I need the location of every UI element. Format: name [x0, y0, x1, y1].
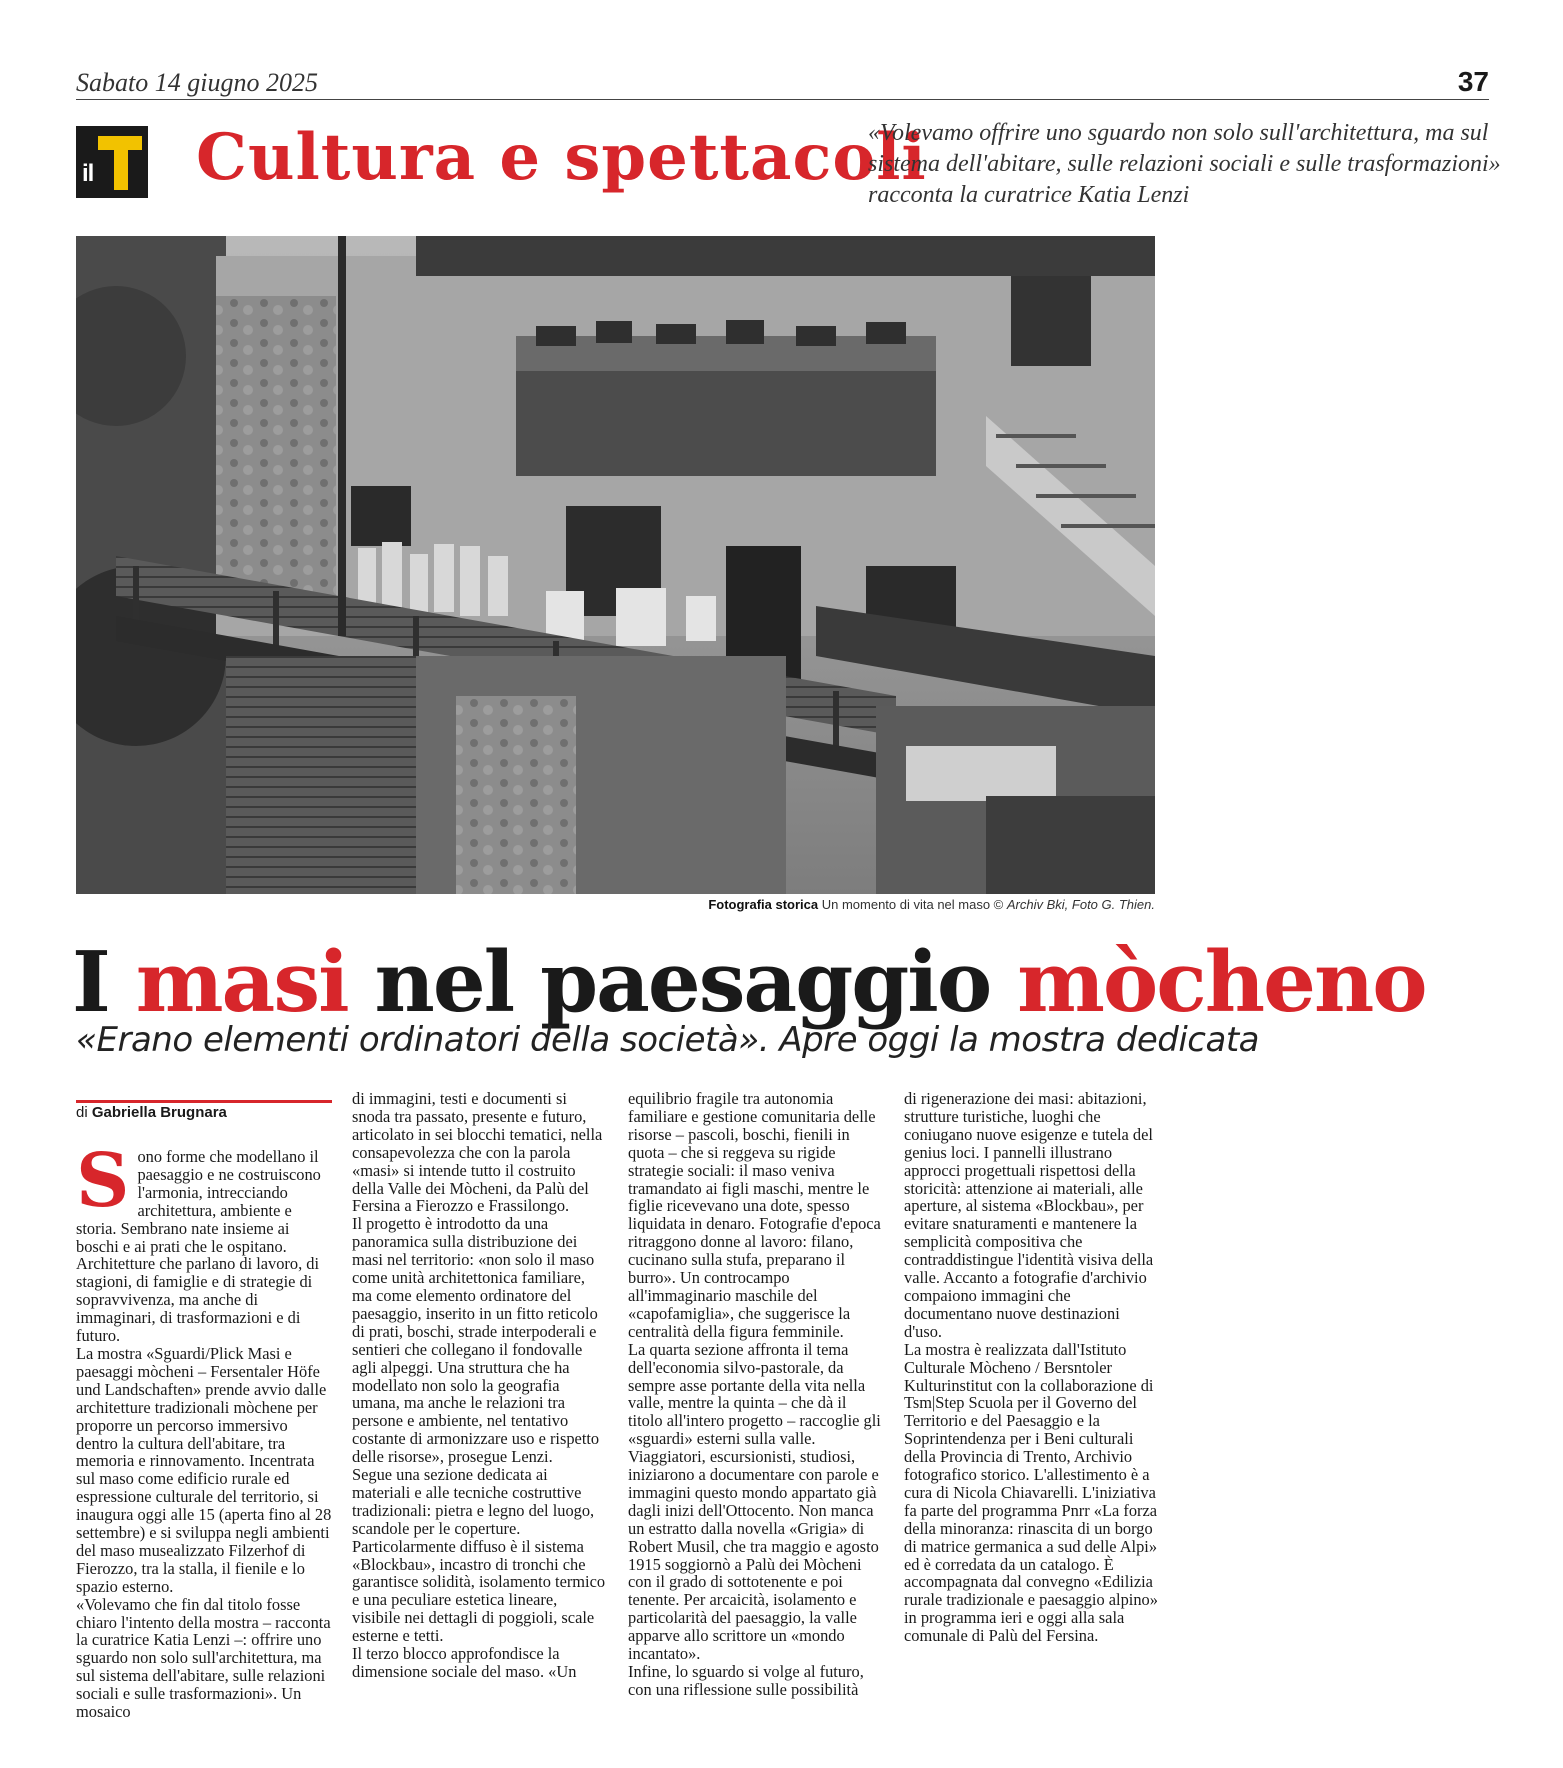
drop-cap: S — [76, 1138, 130, 1224]
page-number: 37 — [1457, 66, 1489, 97]
byline — [76, 1104, 227, 1121]
paragraph: Segue una sezione dedicata ai materiali e alle tecniche costruttive tradizionali: pietra e legno del luogo, scandole per le coperture. Particolarmente diffuso è il sistema «Blockbau», incastro di tronchi che garantisce solidità, isolamento termico e una peculiare estetica lineare, visibile nei dettagli di poggioli, scale esterne e tetti. — [352, 1465, 606, 1646]
headline-part-2: masi — [135, 933, 348, 1031]
paragraph: Infine, lo sguardo si volge al futuro, con una riflessione sulle possibilità — [628, 1662, 864, 1699]
byline-author: Gabriella Brugnara — [91, 1104, 227, 1121]
paragraph: di immagini, testi e documenti si snoda tra passato, presente e futuro, articolato in sei blocchi tematici, nella consapevolezza che con la parola «masi» si intende tutto il costruito della Valle dei Mòcheni, da Palù del Fersina a Fierozzo e Frassilongo. — [352, 1089, 603, 1216]
newspaper-logo: il — [76, 126, 148, 198]
article-column-1 — [76, 1138, 332, 1722]
historic-photo — [76, 236, 1155, 894]
article-column-2 — [352, 1090, 608, 1681]
paragraph: La mostra è realizzata dall'Istituto Culturale Mòcheno / Bersntoler Kulturinstitut con la collaborazione di Tsm|Step Scuola per il Governo del Territorio e del Paesaggio e la Soprintendenza per i Beni culturali della Provincia di Trento, Archivio fotografico storico. L'allestimento è a cura di Nicola Chiavarelli. L'iniziativa fa parte del programma Pnrr «La forza della minoranza: rinascita di un borgo di matrice germanica a sud delle Alpi» ed è corredata da un catalogo. È accompagnata dal convegno «Edilizia rurale tradizionale e paesaggio alpino» in programma ieri e oggi alla sala comunale di Palù del Fersina. — [904, 1339, 1158, 1646]
paragraph: Il progetto è introdotto da una panoramica sulla distribuzione dei masi nel territorio: «non solo il maso come unità architettonica familiare, ma come elemento ordinatore del paesaggio, inserito in un fitto reticolo di prati, boschi, strade interpoderali e sentieri che collegano il fondovalle agli alpeggi. Una struttura che ha modellato non solo la geografia umana, ma anche le relazioni tra persone e ambiente, nel tentativo costante di armonizzare uso e rispetto delle risorse», prosegue Lenzi. — [352, 1214, 600, 1467]
section-title: Cultura e spettacoli — [196, 120, 927, 195]
article-column-4 — [904, 1090, 1160, 1645]
article-column-3 — [628, 1090, 884, 1699]
paragraph: Il terzo blocco approfondisce la dimensione sociale del maso. «Un — [352, 1644, 577, 1681]
caption-text: Un momento di vita nel maso © — [818, 897, 1007, 912]
paragraph: «Volevamo che fin dal titolo fosse chiaro l'intento della mostra – racconta la curatrice Katia Lenzi –: offrire uno sguardo non solo sull'architettura, ma sul sistema dell'abitare, sulle relazioni sociali e sulle trasformazioni». Un mosaico — [76, 1594, 331, 1722]
byline-rule — [76, 1100, 332, 1103]
header-rule — [76, 99, 1489, 100]
byline-prefix: di — [76, 1104, 92, 1121]
photo-caption — [76, 897, 1155, 912]
paragraph: di rigenerazione dei masi: abitazioni, strutture turistiche, luoghi che coniugano nuove esigenze e tutela del genius loci. I pannelli illustrano approcci progettuali rispettosi della storicità: attenzione ai materiali, alle aperture, al sistema «Blockbau», per evitare snaturamenti e mantenere la semplicità compositiva che contraddistingue l'identità visiva della valle. Accanto a fotografie d'archivio compaiono immagini che documentano nuove destinazioni d'uso. — [904, 1089, 1154, 1341]
caption-credit: Archiv Bki, Foto G. Thien. — [1006, 897, 1155, 912]
headline-part-4: mòcheno — [1017, 933, 1426, 1031]
pullquote: «Volevamo offrire uno sguardo non solo sull'architettura, ma sul sistema dell'abitare, sulle relazioni sociali e sulle trasformazioni» racconta la curatrice Katia Lenzi — [868, 120, 1501, 208]
subheadline: «Erano elementi ordinatori della società». Apre oggi la mostra dedicata — [76, 1020, 1259, 1060]
headline — [72, 932, 1426, 1032]
paragraph: La quarta sezione affronta il tema dell'economia silvo-pastorale, da sempre asse portante della vita nella valle, mentre la quinta – che dà il titolo all'intero progetto – raccoglie gli «sguardi» esterni sulla valle. Viaggiatori, escursionisti, studiosi, iniziarono a documentare con parole e immagini questo mondo appartato già dagli inizi dell'Ottocento. Non manca un estratto dalla novella «Grigia» di Robert Musil, che tra maggio e agosto 1915 soggiornò a Palù dei Mòcheni con il grado di sottotenente e poi tenente. Per arcaicità, isolamento e particolarità del paesaggio, la valle apparve allo scrittore un «mondo incantato». — [628, 1339, 881, 1664]
caption-label: Fotografia storica — [708, 897, 819, 912]
page-date: Sabato 14 giugno 2025 — [76, 68, 318, 97]
headline-part-1: I — [72, 933, 136, 1031]
paragraph: equilibrio fragile tra autonomia familiare e gestione comunitaria delle risorse – pascoli, boschi, fienili in quota – che si reggeva su rigide strategie sociali: il maso veniva tramandato ai figli maschi, mentre le figlie ricevevano una dote, spesso liquidata in denaro. Fotografie d'epoca ritraggono donne al lavoro: filano, cucinano sulla stufa, preparano il burro». Un controcampo all'immaginario maschile del «capofamiglia», che suggerisce la centralità della figura femminile. — [628, 1089, 881, 1341]
paragraph: La mostra «Sguardi/Plick Masi e paesaggi mòcheni – Fersentaler Höfe und Landschaften» prende avvio dalle architetture tradizionali mòchene per proporre un percorso immersivo dentro la cultura dell'abitare, tra memoria e rinnovamento. Incentrata sul maso come edificio rurale ed espressione culturale del territorio, si inaugura oggi alle 15 (aperta fino al 28 settembre) e si sviluppa negli ambienti del maso musealizzato Filzerhof di Fierozzo, tra la stalla, il fienile e lo spazio esterno. — [76, 1343, 332, 1596]
paragraph: ono forme che modellano il paesaggio e ne costruiscono l'armonia, intrecciando architettura, ambiente e storia. Sembrano nate insieme ai boschi e ai prati che le ospitano. Architetture che parlano di lavoro, di stagioni, di famiglie e di strategie di sopravvivenza, ma anche di immaginari, di trasformazioni e di futuro. — [76, 1147, 321, 1346]
farmhouse-photo-illustration — [76, 236, 1155, 894]
headline-part-3: nel paesaggio — [347, 933, 1018, 1031]
